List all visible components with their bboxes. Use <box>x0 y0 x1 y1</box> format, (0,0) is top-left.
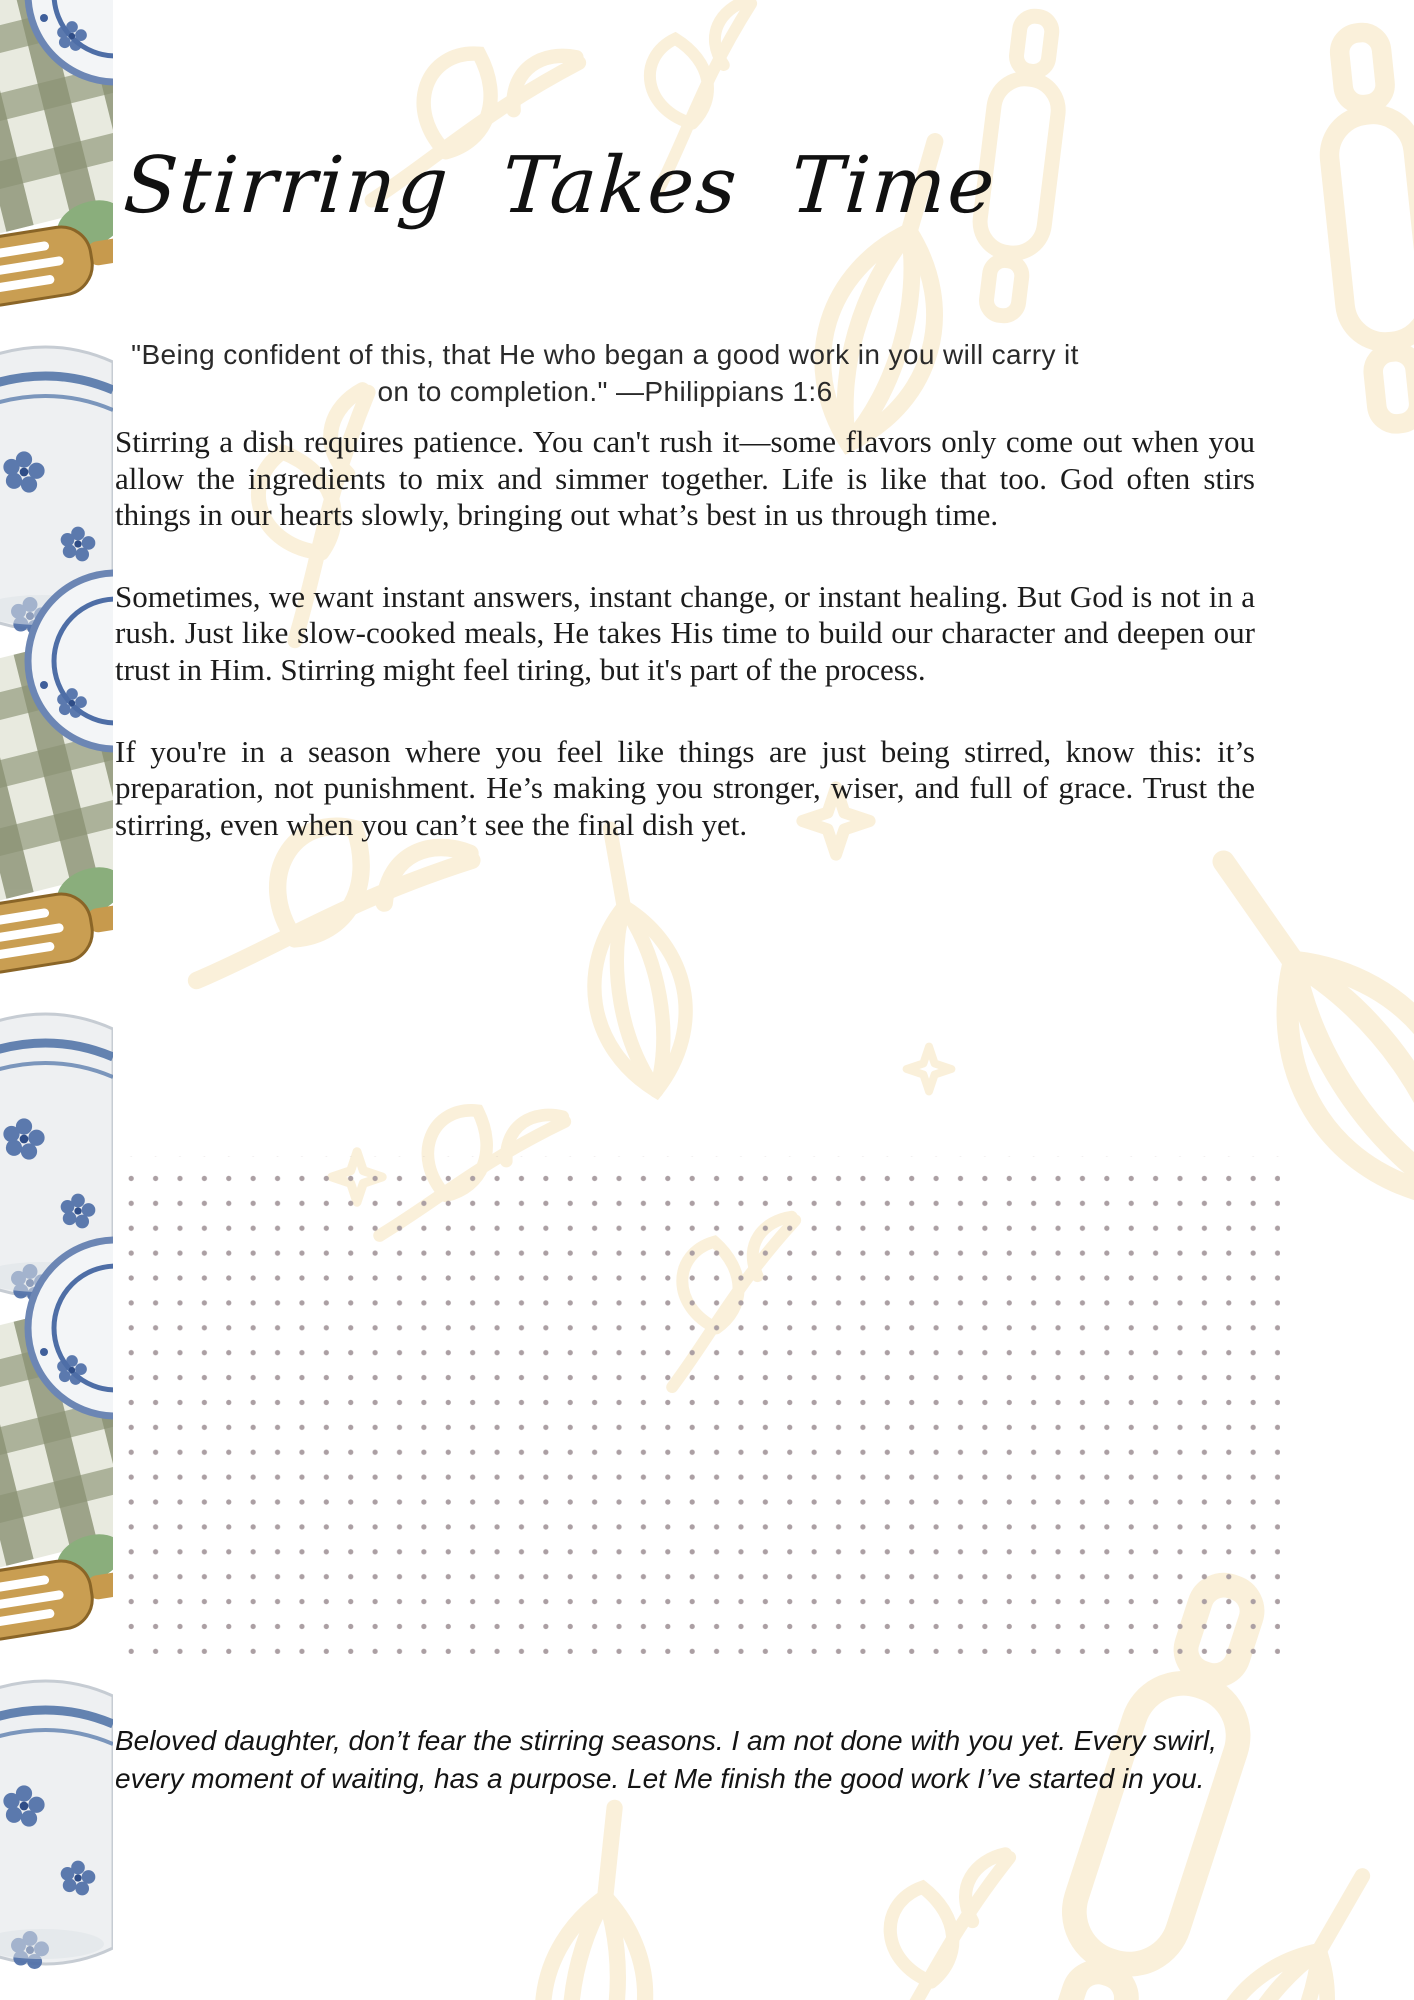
closing-message: Beloved daughter, don’t fear the stirring seasons. I am not done with you yet. Every swirl, every moment of waiting, has a purpose. Let Me finish the good work I’ve started in you. <box>115 1725 1217 1794</box>
devotional-body <box>115 424 1255 888</box>
paragraph-3: If you're in a season where you feel like things are just being stirred, know this: it’s preparation, not punishment. He’s making you stronger, wiser, and full of grace. Trust the stirring, even when you can’t see the final dish yet. <box>115 733 1255 842</box>
journaling-dot-grid <box>112 1156 1280 1654</box>
paragraph-2: Sometimes, we want instant answers, instant change, or instant healing. But God is not in a rush. Just like slow-cooked meals, He takes His time to build our character and deepen our trust in Him. Stirring might feel tiring, but it's part of the process. <box>115 578 1255 687</box>
paragraph-1: Stirring a dish requires patience. You can't rush it—some flavors only come out when you allow the ingredients to mix and simmer together. Life is like that too. God often stirs things in our hearts slowly, bringing out what’s best in us through time. <box>115 424 1255 533</box>
bible-verse-text: "Being confident of this, that He who began a good work in you will carry it on to completion." —Philippians 1:6 <box>131 339 1079 407</box>
bible-verse <box>115 336 1255 410</box>
page-title: Stirring Takes Time <box>120 141 1000 232</box>
watercolor-kitchen-border <box>0 0 113 2000</box>
